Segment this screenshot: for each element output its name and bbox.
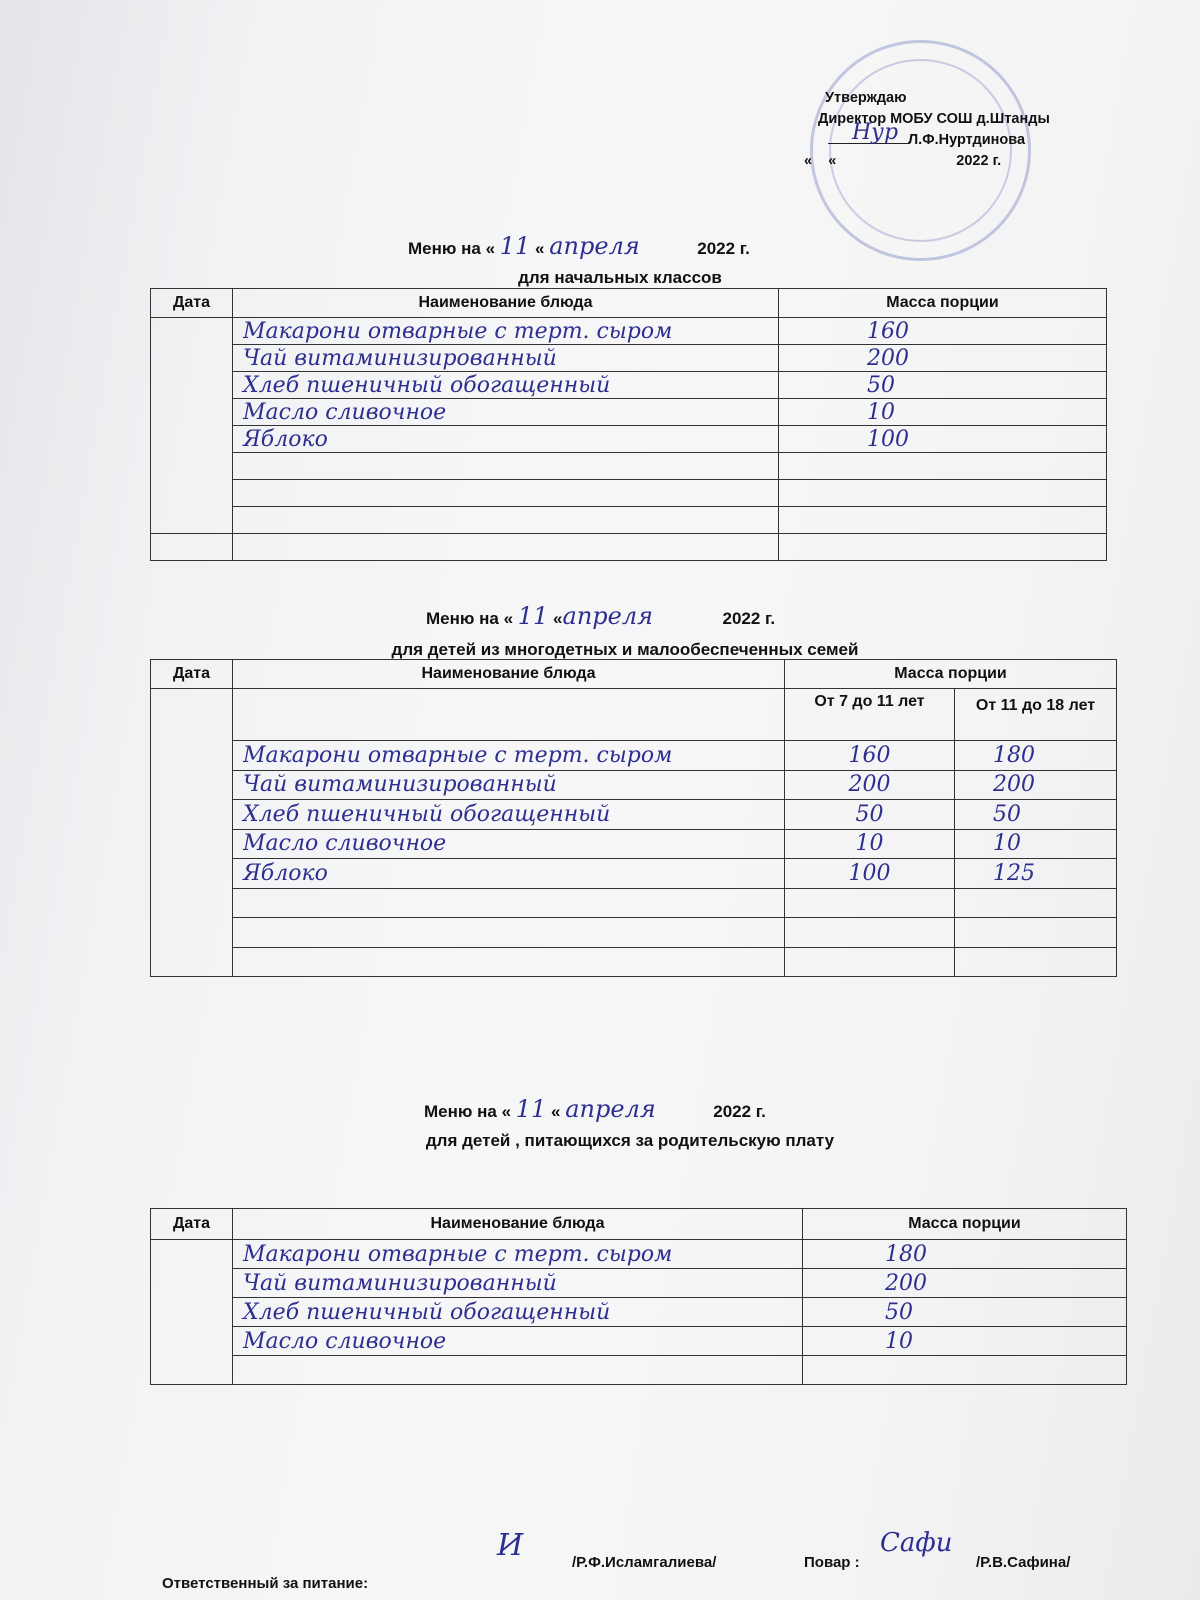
section3-subtitle: для детей , питающихся за родительскую плату bbox=[425, 1131, 835, 1150]
dish-name: Масло сливочное bbox=[233, 1327, 803, 1356]
table-row bbox=[151, 1327, 1127, 1356]
dish-name: Чай витаминизированный bbox=[233, 770, 785, 800]
dish-name bbox=[233, 507, 779, 534]
table-row bbox=[151, 480, 1107, 507]
portion-mass-11-18: 125 bbox=[955, 859, 1117, 889]
portion-mass: 50 bbox=[803, 1298, 1127, 1327]
menu-table-primary: Дата Наименование блюда Масса порции Макарони отварные с терт. сыром 160 Чай витаминизированный 200 Хлеб пшеничный обогащенный 50 Масло сливочное 10 Яблоко 100 bbox=[150, 288, 1107, 561]
menu-table-paid: Дата Наименование блюда Масса порции Макарони отварные с терт. сыром 180 Чай витаминизированный 200 Хлеб пшеничный обогащенный 50 Масло сливочное 10 bbox=[150, 1208, 1127, 1385]
portion-mass: 180 bbox=[803, 1240, 1127, 1269]
dish-name: Масло сливочное bbox=[233, 399, 779, 426]
dish-name bbox=[233, 888, 785, 918]
dish-name: Макарони отварные с терт. сыром bbox=[233, 741, 785, 771]
table-row bbox=[151, 800, 1117, 830]
portion-mass: 10 bbox=[803, 1327, 1127, 1356]
portion-mass-7-11: 100 bbox=[785, 859, 955, 889]
table-row bbox=[151, 318, 1107, 345]
dish-name bbox=[233, 1356, 803, 1385]
section2-subtitle: для детей из многодетных и малообеспеченных семей bbox=[391, 640, 859, 659]
responsible-name: /Р.Ф.Исламгалиева/ bbox=[572, 1554, 717, 1571]
portion-mass: 50 bbox=[779, 372, 1107, 399]
dish-name bbox=[233, 453, 779, 480]
section1-title: Меню на « 11 « апреля 2022 г. bbox=[408, 232, 750, 260]
table-row bbox=[151, 888, 1117, 918]
portion-mass-11-18 bbox=[955, 918, 1117, 948]
approval-year: 2022 г. bbox=[956, 153, 1002, 169]
section1-subtitle: для начальных классов bbox=[518, 268, 722, 287]
table-row bbox=[151, 918, 1117, 948]
date-cell bbox=[151, 534, 233, 561]
section3-month: апреля bbox=[565, 1095, 656, 1123]
portion-mass bbox=[779, 480, 1107, 507]
portion-mass: 200 bbox=[803, 1269, 1127, 1298]
dish-name: Чай витаминизированный bbox=[233, 345, 779, 372]
portion-mass: 160 bbox=[779, 318, 1107, 345]
portion-mass-7-11: 50 bbox=[785, 800, 955, 830]
table-row bbox=[151, 372, 1107, 399]
table-row bbox=[151, 1240, 1127, 1269]
dish-name: Макарони отварные с терт. сыром bbox=[233, 318, 779, 345]
portion-mass: 10 bbox=[779, 399, 1107, 426]
director-title: Директор МОБУ СОШ д.Штанды bbox=[818, 111, 1050, 127]
dish-name: Хлеб пшеничный обогащенный bbox=[233, 372, 779, 399]
table-row bbox=[151, 829, 1117, 859]
portion-mass-11-18: 180 bbox=[955, 741, 1117, 771]
portion-mass-7-11 bbox=[785, 888, 955, 918]
table-row bbox=[151, 426, 1107, 453]
director-signature: Нур bbox=[852, 120, 899, 145]
portion-mass-7-11 bbox=[785, 918, 955, 948]
approval-block bbox=[790, 88, 1110, 172]
portion-mass-7-11: 160 bbox=[785, 741, 955, 771]
dish-name bbox=[233, 947, 785, 977]
table-row bbox=[151, 859, 1117, 889]
table-row bbox=[151, 947, 1117, 977]
dish-name: Яблоко bbox=[233, 859, 785, 889]
section3-day: 11 bbox=[515, 1095, 547, 1123]
cook-signature: Сафи bbox=[880, 1528, 953, 1558]
section2-month: апреля bbox=[562, 602, 654, 630]
section2-title: Меню на « 11 «апреля 2022 г. bbox=[426, 602, 776, 630]
table-row bbox=[151, 1269, 1127, 1298]
dish-name: Хлеб пшеничный обогащенный bbox=[233, 800, 785, 830]
dish-name: Масло сливочное bbox=[233, 829, 785, 859]
portion-mass bbox=[779, 453, 1107, 480]
portion-mass-7-11: 10 bbox=[785, 829, 955, 859]
approval-word: Утверждаю bbox=[825, 90, 907, 106]
portion-mass-7-11 bbox=[785, 947, 955, 977]
table-row bbox=[151, 741, 1117, 771]
portion-mass-7-11: 200 bbox=[785, 770, 955, 800]
portion-mass bbox=[803, 1356, 1127, 1385]
date-cell bbox=[151, 318, 233, 534]
dish-name bbox=[233, 534, 779, 561]
responsible-signature: И bbox=[497, 1528, 524, 1563]
portion-mass-11-18: 50 bbox=[955, 800, 1117, 830]
portion-mass: 200 bbox=[779, 345, 1107, 372]
table-row bbox=[151, 1298, 1127, 1327]
cook-name: /Р.В.Сафина/ bbox=[976, 1554, 1071, 1571]
menu-table-families: Дата Наименование блюда Масса порции От 7 до 11 лет От 11 до 18 лет Макарони отварные с терт. сыром 160 180 Чай витаминизированный 200 200 Хлеб пшеничный обогащенный 50 50 Масло сливочное 10 10 Яблоко 100 125 bbox=[150, 659, 1117, 977]
table-row bbox=[151, 345, 1107, 372]
cook-label: Повар : bbox=[804, 1554, 860, 1571]
portion-mass-11-18 bbox=[955, 947, 1117, 977]
date-cell bbox=[151, 1240, 233, 1385]
subheader-row bbox=[151, 689, 1117, 741]
table-row bbox=[151, 453, 1107, 480]
date-quote-close: « bbox=[828, 153, 837, 169]
dish-name: Чай витаминизированный bbox=[233, 1269, 803, 1298]
dish-name: Макарони отварные с терт. сыром bbox=[233, 1240, 803, 1269]
date-cell bbox=[151, 689, 233, 977]
responsible-label: Ответственный за питание: bbox=[162, 1575, 369, 1592]
dish-name bbox=[233, 480, 779, 507]
table-row bbox=[151, 1356, 1127, 1385]
dish-name bbox=[233, 918, 785, 948]
portion-mass-11-18: 200 bbox=[955, 770, 1117, 800]
dish-name: Яблоко bbox=[233, 426, 779, 453]
table-row bbox=[151, 534, 1107, 561]
age-11-18-header: От 11 до 18 лет bbox=[955, 689, 1117, 741]
dish-header-blank bbox=[233, 689, 785, 741]
portion-mass-11-18 bbox=[955, 888, 1117, 918]
portion-mass: 100 bbox=[779, 426, 1107, 453]
date-quote-open: « bbox=[804, 153, 813, 169]
table-row bbox=[151, 770, 1117, 800]
section3-title: Меню на « 11 « апреля 2022 г. bbox=[424, 1095, 766, 1123]
portion-mass bbox=[779, 534, 1107, 561]
portion-mass-11-18: 10 bbox=[955, 829, 1117, 859]
section2-day: 11 bbox=[517, 602, 549, 630]
section1-day: 11 bbox=[499, 232, 531, 260]
table-row bbox=[151, 399, 1107, 426]
portion-mass bbox=[779, 507, 1107, 534]
age-7-11-header: От 7 до 11 лет bbox=[785, 689, 955, 741]
dish-name: Хлеб пшеничный обогащенный bbox=[233, 1298, 803, 1327]
section1-month: апреля bbox=[549, 232, 640, 260]
table-row bbox=[151, 507, 1107, 534]
director-name: Л.Ф.Нуртдинова bbox=[908, 132, 1026, 148]
